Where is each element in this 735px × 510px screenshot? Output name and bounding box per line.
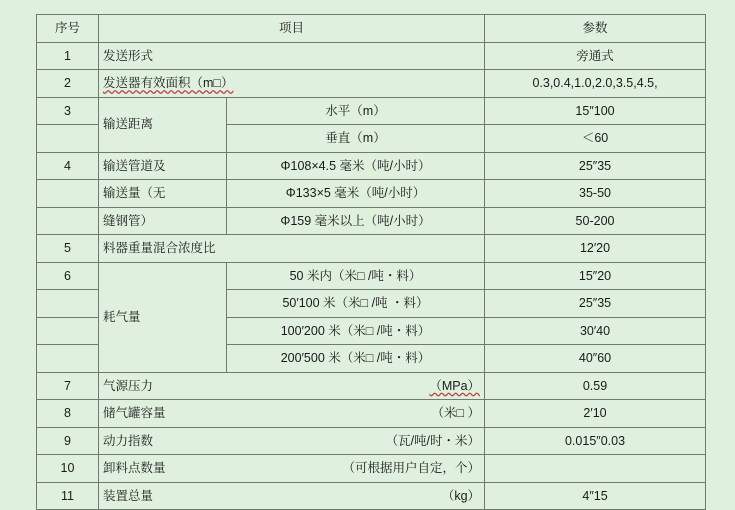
row-no-empty xyxy=(37,317,99,345)
row-param: 15″20 xyxy=(485,262,706,290)
row-no: 5 xyxy=(37,235,99,263)
row-item-label: 卸料点数量 xyxy=(103,461,166,476)
table-row xyxy=(37,372,706,400)
row-item: 耗气量 xyxy=(99,262,227,372)
row-param: 50-200 xyxy=(485,207,706,235)
row-item-label: 储气罐容量 xyxy=(103,406,166,421)
table-row xyxy=(37,152,706,180)
row-no: 3 xyxy=(37,97,99,125)
row-param: 25″35 xyxy=(485,152,706,180)
row-param: ＜60 xyxy=(485,125,706,153)
table-header-row xyxy=(37,15,706,43)
row-item xyxy=(99,455,485,483)
row-item-unit: （kg） xyxy=(441,488,481,503)
row-no-empty xyxy=(37,290,99,318)
row-subitem: 50′100 米（米□ /吨 ・料） xyxy=(227,290,485,318)
table-row xyxy=(37,455,706,483)
table-row xyxy=(37,97,706,125)
header-cell-no: 序号 xyxy=(37,15,99,43)
row-item: 发送形式 xyxy=(99,42,485,70)
table-row xyxy=(37,482,706,510)
row-item: 输送管道及 xyxy=(99,152,227,180)
row-param: 0.015″0.03 xyxy=(485,427,706,455)
row-param xyxy=(485,455,706,483)
row-no: 8 xyxy=(37,400,99,428)
row-item-label: 发送器有效面积（m□） xyxy=(103,76,234,91)
row-subitem: 垂直（m） xyxy=(227,125,485,153)
row-item: 输送量（无 xyxy=(99,180,227,208)
row-subitem: 水平（m） xyxy=(227,97,485,125)
row-no: 2 xyxy=(37,70,99,98)
row-item xyxy=(99,400,485,428)
row-no-empty xyxy=(37,125,99,153)
row-param: 40″60 xyxy=(485,345,706,373)
table-row xyxy=(37,400,706,428)
row-param: 旁通式 xyxy=(485,42,706,70)
row-item-label: 装置总量 xyxy=(103,488,154,503)
row-param: 12′20 xyxy=(485,235,706,263)
table-row xyxy=(37,427,706,455)
row-item-unit: （MPa） xyxy=(429,378,481,393)
row-item-unit: （瓦/吨/时・米） xyxy=(385,433,481,448)
header-cell-param: 参数 xyxy=(485,15,706,43)
row-param: 35-50 xyxy=(485,180,706,208)
header-cell-item: 项目 xyxy=(99,15,485,43)
row-param: 4″15 xyxy=(485,482,706,510)
specification-table xyxy=(36,14,706,510)
row-item: 缝钢管） xyxy=(99,207,227,235)
table-row xyxy=(37,207,706,235)
table-row xyxy=(37,70,706,98)
row-subitem: Φ108×4.5 毫米（吨/小时） xyxy=(227,152,485,180)
row-item xyxy=(99,427,485,455)
row-no: 9 xyxy=(37,427,99,455)
row-item xyxy=(99,482,485,510)
row-subitem: 100′200 米（米□ /吨・料） xyxy=(227,317,485,345)
row-no-empty xyxy=(37,207,99,235)
row-item: 输送距离 xyxy=(99,97,227,152)
row-item-unit: （米□ ） xyxy=(431,406,481,421)
table-row xyxy=(37,180,706,208)
row-param: 25″35 xyxy=(485,290,706,318)
row-item xyxy=(99,372,485,400)
row-item-label: 动力指数 xyxy=(103,433,154,448)
table-row xyxy=(37,262,706,290)
row-param: 15″100 xyxy=(485,97,706,125)
table-row xyxy=(37,42,706,70)
row-no-empty xyxy=(37,180,99,208)
row-subitem: 200′500 米（米□ /吨・料） xyxy=(227,345,485,373)
table-row xyxy=(37,235,706,263)
row-no-empty xyxy=(37,345,99,373)
row-item: 料器重量混合浓度比 xyxy=(99,235,485,263)
row-subitem: 50 米内（米□ /吨・料） xyxy=(227,262,485,290)
row-subitem: Φ159 毫米以上（吨/小时） xyxy=(227,207,485,235)
row-param: 30′40 xyxy=(485,317,706,345)
row-no: 6 xyxy=(37,262,99,290)
row-item xyxy=(99,70,485,98)
row-subitem: Φ133×5 毫米（吨/小时） xyxy=(227,180,485,208)
row-no: 11 xyxy=(37,482,99,510)
row-param: 0.59 xyxy=(485,372,706,400)
row-item-label: 气源压力 xyxy=(103,378,154,393)
row-param: 2′10 xyxy=(485,400,706,428)
row-no: 7 xyxy=(37,372,99,400)
row-no: 1 xyxy=(37,42,99,70)
row-no: 10 xyxy=(37,455,99,483)
row-param: 0.3,0.4,1.0,2.0,3.5,4.5, xyxy=(485,70,706,98)
row-item-unit: （可根据用户自定，个） xyxy=(342,461,481,476)
row-no: 4 xyxy=(37,152,99,180)
